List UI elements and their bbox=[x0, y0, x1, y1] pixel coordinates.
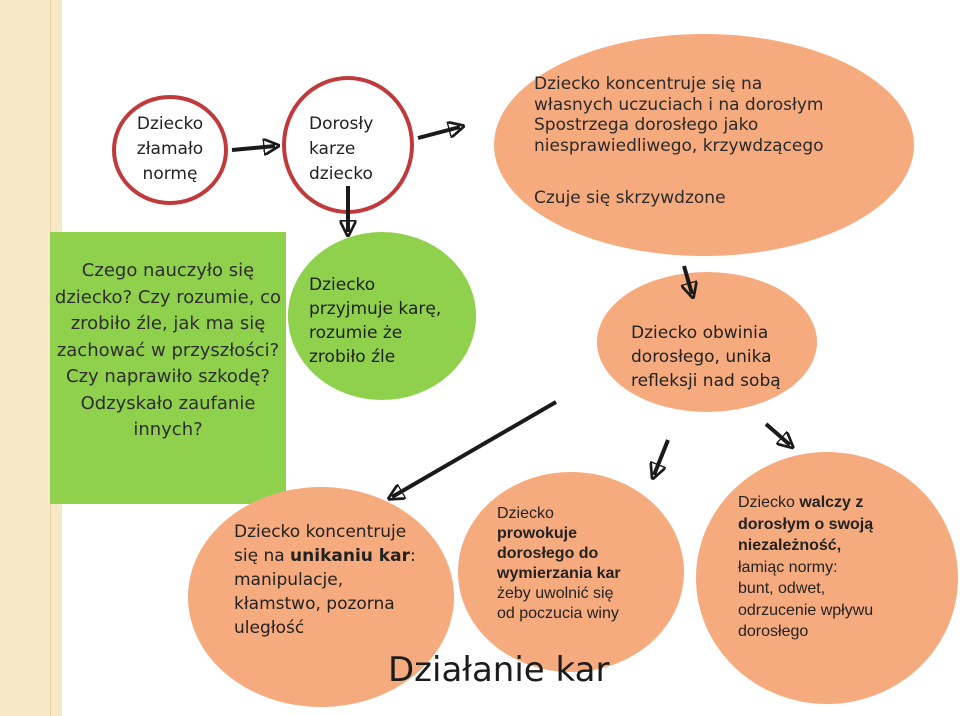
text-line: refleksji nad sobą bbox=[631, 371, 781, 391]
arrow-n5-n8 bbox=[766, 424, 790, 445]
text-line: rozumie że bbox=[309, 323, 403, 343]
text-bold-line: dorosłego do bbox=[497, 545, 599, 562]
text-line bbox=[234, 544, 416, 568]
text-line: Dziecko obwinia bbox=[631, 323, 769, 343]
node-child-broke-norm-text bbox=[130, 112, 210, 187]
node-provokes-text bbox=[497, 504, 621, 624]
node-adult-punishes-text bbox=[309, 112, 373, 187]
node-child-blames-text bbox=[631, 321, 781, 393]
text-line: własnych uczuciach i na dorosłym bbox=[534, 94, 824, 115]
arrow-n3-n5 bbox=[684, 266, 692, 294]
text-line: łamiąc normy: bbox=[738, 558, 838, 576]
node-child-feelings-extra: Czuje się skrzywdzone bbox=[534, 188, 726, 208]
text-line: bunt, odwet, bbox=[738, 580, 826, 597]
arrow-n2-n3 bbox=[418, 127, 460, 138]
text-line: Dziecko bbox=[309, 275, 376, 295]
arrow-n5-n7 bbox=[654, 440, 668, 475]
arrow-n5-n6 bbox=[392, 402, 556, 497]
text-line: przyjmuje karę, bbox=[309, 299, 442, 319]
text-line: Dorosły bbox=[309, 114, 374, 134]
node-fights-text bbox=[738, 492, 873, 643]
text-line: uległość bbox=[234, 618, 305, 638]
text-line: zrobiło źle bbox=[309, 347, 396, 367]
text-line: Dziecko bbox=[136, 114, 204, 134]
text-fragment: Dziecko bbox=[738, 494, 800, 511]
text-bold-fragment: walczy z bbox=[799, 494, 864, 511]
text-line: żeby uwolnić się bbox=[497, 585, 614, 602]
text-line: odrzucenie wpływu bbox=[738, 601, 874, 619]
text-fragment: się na bbox=[234, 546, 291, 566]
text-line: dorosłego bbox=[738, 623, 809, 640]
text-line: Spostrzega dorosłego jako bbox=[534, 115, 759, 135]
text-fragment: : bbox=[409, 546, 416, 566]
text-bold-line: prowokuje bbox=[497, 525, 578, 542]
text-line: normę bbox=[142, 164, 198, 184]
node-child-feelings-text bbox=[534, 74, 824, 156]
text-line: Dziecko koncentruje bbox=[234, 522, 407, 542]
arrow-n1-n2 bbox=[232, 146, 275, 150]
text-bold-fragment: unikaniu kar bbox=[290, 546, 410, 566]
text-line bbox=[738, 492, 873, 514]
diagram-title: Działanie kar bbox=[388, 650, 610, 690]
text-bold-line: dorosłym o swoją bbox=[738, 515, 874, 533]
text-bold-line: niezależność, bbox=[738, 537, 842, 554]
text-line: dorosłego, unika bbox=[631, 347, 772, 367]
text-line: niesprawiedliwego, krzywdzącego bbox=[534, 135, 824, 156]
text-line: karze bbox=[309, 139, 356, 159]
text-line: od poczucia winy bbox=[497, 605, 619, 622]
text-bold-line: wymierzania kar bbox=[497, 565, 621, 582]
text-line: Dziecko bbox=[497, 505, 554, 522]
text-line: dziecko bbox=[309, 164, 373, 184]
text-line: kłamstwo, pozorna bbox=[234, 594, 395, 614]
node-child-accepts-text bbox=[309, 273, 441, 369]
node-avoid-punishment-text bbox=[234, 520, 416, 640]
text-line: manipulacje, bbox=[234, 570, 344, 590]
question-box-text: Czego nauczyło się dziecko? Czy rozumie, co zrobiło źle, jak ma się zachować w przyszłości? Czy naprawiło szkodę? Odzyskało zaufanie innych? bbox=[54, 260, 282, 440]
text-line: Dziecko koncentruje się na bbox=[534, 74, 763, 94]
text-line: złamało bbox=[136, 139, 204, 159]
